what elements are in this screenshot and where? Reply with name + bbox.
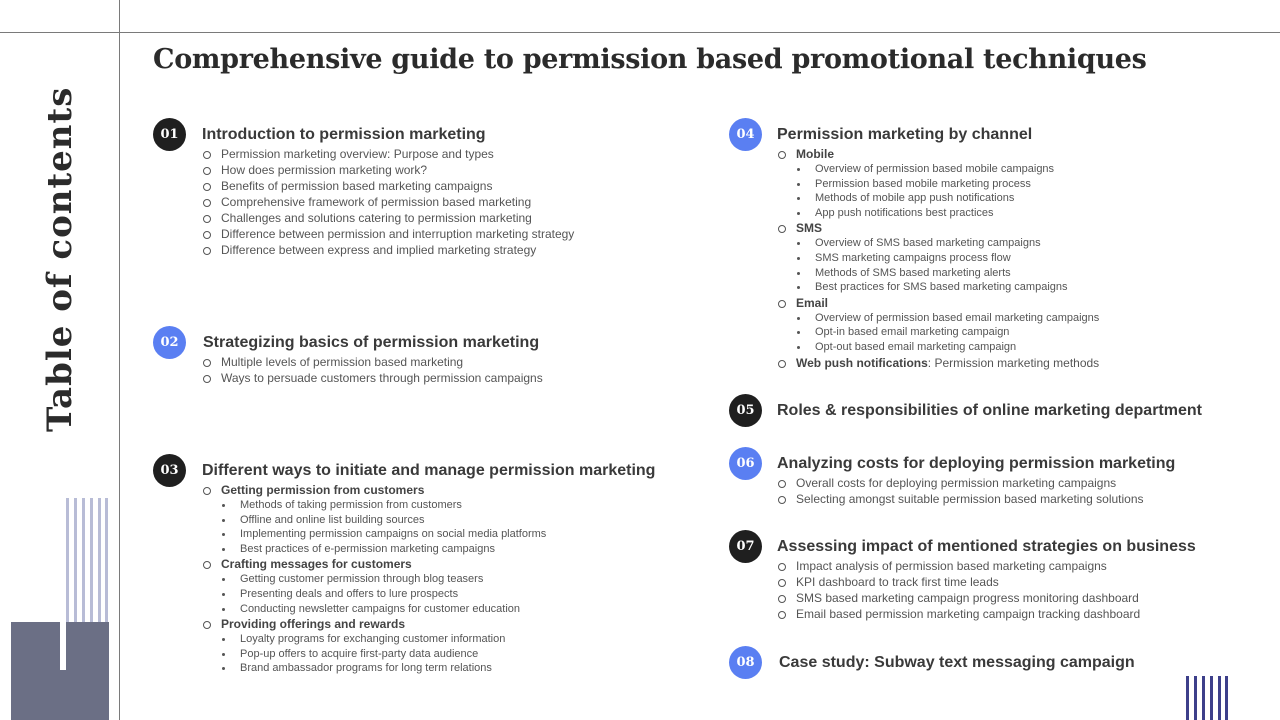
section-number-badge: 01 bbox=[153, 118, 186, 151]
section-items bbox=[202, 482, 546, 676]
section-number-badge: 04 bbox=[729, 118, 762, 151]
section-title[interactable]: Different ways to initiate and manage permission marketing bbox=[202, 462, 656, 479]
web-push-label: Web push notifications bbox=[796, 355, 928, 370]
list-item[interactable]: SMS based marketing campaign progress monitoring dashboard bbox=[777, 590, 1140, 606]
list-subitem[interactable]: Methods of SMS based marketing alerts bbox=[777, 266, 1099, 281]
section-number-badge: 08 bbox=[729, 646, 762, 679]
list-subitem[interactable]: Offline and online list building sources bbox=[202, 513, 546, 528]
section-title[interactable]: Roles & responsibilities of online marketing department bbox=[777, 402, 1202, 419]
section-items bbox=[202, 146, 574, 258]
top-divider bbox=[0, 32, 1280, 33]
list-item-web-push[interactable] bbox=[777, 355, 1099, 371]
list-item[interactable]: Comprehensive framework of permission based marketing bbox=[202, 194, 574, 210]
section-number-badge: 06 bbox=[729, 447, 762, 480]
list-subitem[interactable]: Opt-out based email marketing campaign bbox=[777, 340, 1099, 355]
section-title[interactable]: Analyzing costs for deploying permission marketing bbox=[777, 455, 1176, 472]
list-group-label[interactable]: Getting permission from customers bbox=[202, 482, 546, 498]
list-group-label[interactable]: SMS bbox=[777, 220, 1099, 236]
list-subitem[interactable]: Conducting newsletter campaigns for customer education bbox=[202, 602, 546, 617]
list-item[interactable]: Ways to persuade customers through permission campaigns bbox=[202, 370, 543, 386]
list-subitem[interactable]: Best practices of e-permission marketing campaigns bbox=[202, 542, 546, 557]
list-subitem[interactable]: SMS marketing campaigns process flow bbox=[777, 251, 1099, 266]
page-title: Comprehensive guide to permission based promotional techniques bbox=[153, 44, 1147, 75]
decorative-stripes-right bbox=[1186, 676, 1228, 720]
list-subitem[interactable]: Implementing permission campaigns on social media platforms bbox=[202, 527, 546, 542]
section-number-badge: 02 bbox=[153, 326, 186, 359]
list-subitem[interactable]: Getting customer permission through blog teasers bbox=[202, 572, 546, 587]
list-subitem[interactable]: Presenting deals and offers to lure prospects bbox=[202, 587, 546, 602]
list-item[interactable]: Benefits of permission based marketing campaigns bbox=[202, 178, 574, 194]
side-title: Table of contents bbox=[40, 86, 80, 432]
section-items bbox=[202, 354, 543, 386]
section-title[interactable]: Introduction to permission marketing bbox=[202, 126, 486, 143]
list-group-label[interactable]: Mobile bbox=[777, 146, 1099, 162]
section-title[interactable]: Case study: Subway text messaging campaign bbox=[779, 654, 1135, 671]
list-item[interactable]: Challenges and solutions catering to permission marketing bbox=[202, 210, 574, 226]
list-subitem[interactable]: App push notifications best practices bbox=[777, 206, 1099, 221]
list-subitem[interactable]: Permission based mobile marketing process bbox=[777, 177, 1099, 192]
list-item[interactable]: Permission marketing overview: Purpose and types bbox=[202, 146, 574, 162]
list-subitem[interactable]: Overview of SMS based marketing campaigns bbox=[777, 236, 1099, 251]
list-item[interactable]: Difference between express and implied marketing strategy bbox=[202, 242, 574, 258]
list-group-label[interactable]: Crafting messages for customers bbox=[202, 556, 546, 572]
section-number-badge: 03 bbox=[153, 454, 186, 487]
list-item[interactable]: KPI dashboard to track first time leads bbox=[777, 574, 1140, 590]
section-items bbox=[777, 558, 1140, 622]
section-number-badge: 07 bbox=[729, 530, 762, 563]
list-item[interactable]: Impact analysis of permission based marketing campaigns bbox=[777, 558, 1140, 574]
web-push-text: : Permission marketing methods bbox=[927, 355, 1100, 370]
list-item[interactable]: Difference between permission and interruption marketing strategy bbox=[202, 226, 574, 242]
list-subitem[interactable]: Pop-up offers to acquire first-party data audience bbox=[202, 647, 546, 662]
section-title[interactable]: Strategizing basics of permission marketing bbox=[203, 334, 540, 351]
list-subitem[interactable]: Methods of mobile app push notifications bbox=[777, 191, 1099, 206]
list-item[interactable]: How does permission marketing work? bbox=[202, 162, 574, 178]
section-items bbox=[777, 475, 1144, 507]
list-subitem[interactable]: Loyalty programs for exchanging customer information bbox=[202, 632, 546, 647]
list-subitem[interactable]: Overview of permission based email marketing campaigns bbox=[777, 311, 1099, 326]
list-subitem[interactable]: Overview of permission based mobile campaigns bbox=[777, 162, 1099, 177]
list-item[interactable]: Email based permission marketing campaign tracking dashboard bbox=[777, 606, 1140, 622]
list-subitem[interactable]: Best practices for SMS based marketing campaigns bbox=[777, 280, 1099, 295]
section-number-badge: 05 bbox=[729, 394, 762, 427]
section-title[interactable]: Permission marketing by channel bbox=[777, 126, 1033, 143]
list-group-label[interactable]: Providing offerings and rewards bbox=[202, 616, 546, 632]
list-subitem[interactable]: Methods of taking permission from customers bbox=[202, 498, 546, 513]
list-item[interactable]: Overall costs for deploying permission marketing campaigns bbox=[777, 475, 1144, 491]
list-group-label[interactable]: Email bbox=[777, 295, 1099, 311]
decorative-notch bbox=[60, 622, 66, 670]
left-divider bbox=[119, 0, 120, 720]
list-subitem[interactable]: Opt-in based email marketing campaign bbox=[777, 325, 1099, 340]
list-item[interactable]: Multiple levels of permission based marketing bbox=[202, 354, 543, 370]
section-items bbox=[777, 146, 1099, 371]
list-item[interactable]: Selecting amongst suitable permission based marketing solutions bbox=[777, 491, 1144, 507]
list-subitem[interactable]: Brand ambassador programs for long term relations bbox=[202, 661, 546, 676]
section-title[interactable]: Assessing impact of mentioned strategies on business bbox=[777, 538, 1196, 555]
